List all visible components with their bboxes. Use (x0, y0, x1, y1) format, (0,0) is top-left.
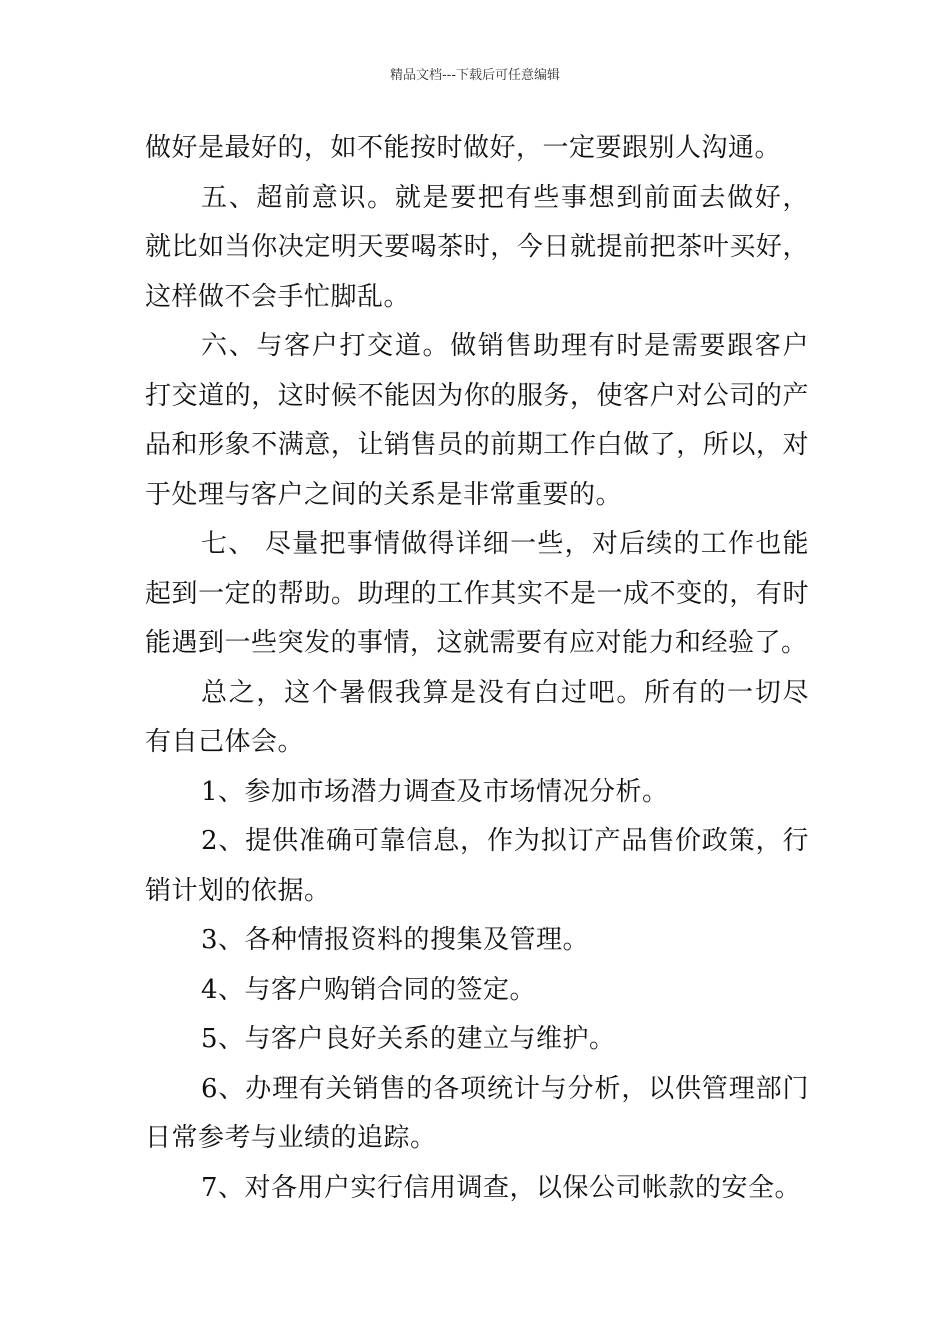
list-item-7: 7、对各用户实行信用调查，以保公司帐款的安全。 (201, 1172, 802, 1203)
list-item-4: 4、与客户购销合同的签定。 (201, 974, 537, 1005)
paragraph-item-5: 五、超前意识。就是要把有些事想到前面去做好，就比如当你决定明天要喝茶时，今日就提前把茶叶买好，这样做不会手忙脚乱。 (145, 182, 809, 312)
paragraph-item-7: 七、 尽量把事情做得详细一些，对后续的工作也能起到一定的帮助。助理的工作其实不是一成不变的，有时能遇到一些突发的事情，这就需要有应对能力和经验了。 (145, 529, 809, 658)
list-item-6: 6、办理有关销售的各项统计与分析，以供管理部门日常参考与业绩的追踪。 (145, 1073, 809, 1153)
page-header: 精品文档---下载后可任意编辑 (389, 68, 561, 83)
list-item-2: 2、提供准确可靠信息，作为拟订产品售价政策，行销计划的依据。 (145, 826, 809, 906)
paragraph-summary: 总之，这个暑假我算是没有白过吧。所有的一切尽有自己体会。 (145, 677, 809, 757)
list-item-1: 1、参加市场潜力调查及市场情况分析。 (201, 776, 669, 807)
paragraph-continuation: 做好是最好的，如不能按时做好，一定要跟别人沟通。 (145, 133, 782, 163)
document-body (145, 124, 809, 1213)
paragraph-item-6: 六、与客户打交道。做销售助理有时是需要跟客户打交道的，这时候不能因为你的服务，使客户对公司的产品和形象不满意，让销售员的前期工作白做了，所以，对于处理与客户之间的关系是非常重要的。 (145, 331, 809, 510)
list-item-3: 3、各种情报资料的搜集及管理。 (201, 925, 590, 955)
list-item-5: 5、与客户良好关系的建立与维护。 (201, 1024, 616, 1054)
